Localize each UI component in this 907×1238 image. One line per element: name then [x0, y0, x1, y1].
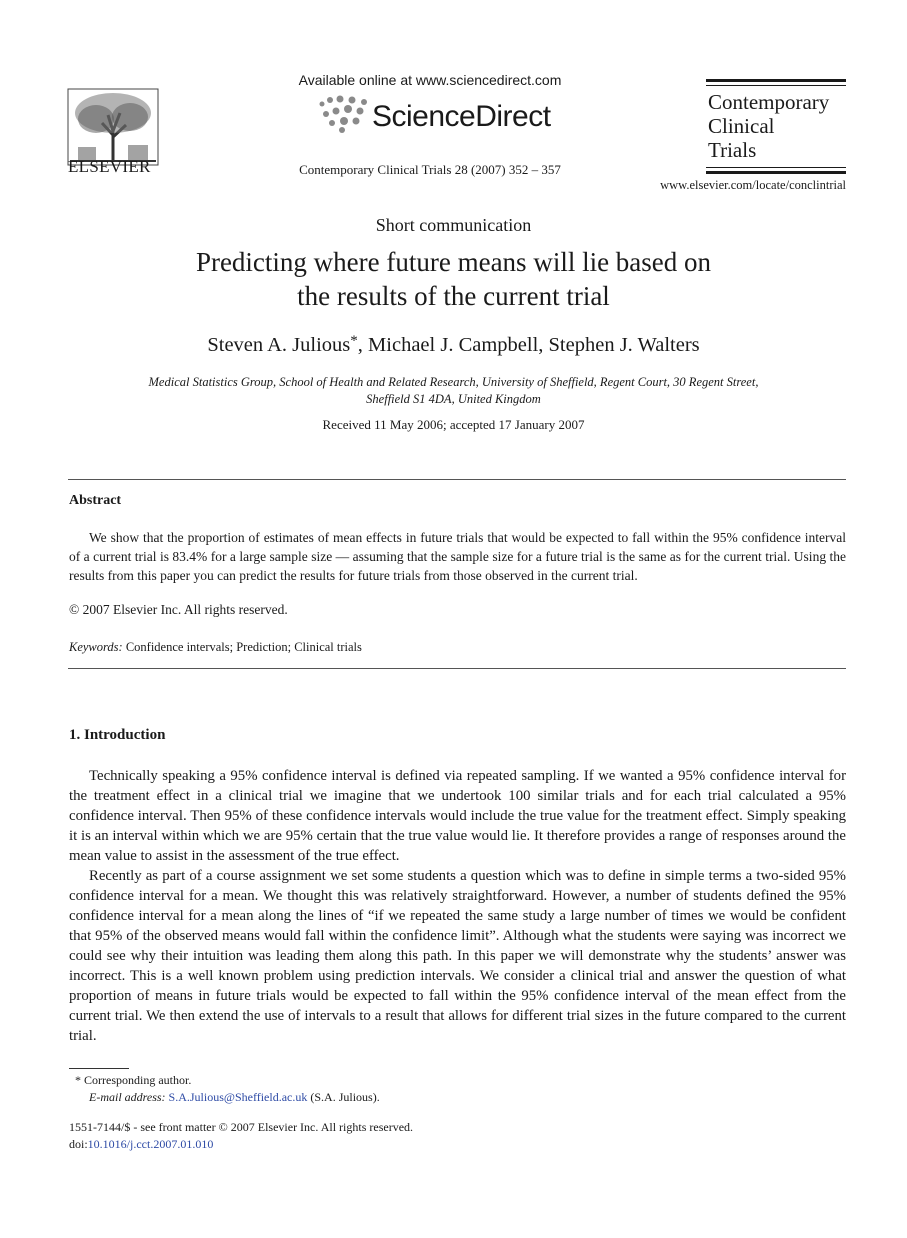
- section-heading: 1. Introduction: [69, 727, 166, 743]
- journal-title-line: Contemporary: [708, 90, 830, 114]
- journal-title-line: Trials: [708, 138, 757, 162]
- article-type: Short communication: [375, 215, 532, 235]
- publisher-name: ELSEVIER: [68, 157, 151, 176]
- section-divider: [68, 479, 846, 480]
- journal-citation: Contemporary Clinical Trials 28 (2007) 352 – 357: [299, 162, 561, 177]
- journal-rule: [706, 79, 846, 82]
- corresponding-author-mark[interactable]: *: [350, 333, 358, 349]
- body-paragraph: Technically speaking a 95% confidence interval is defined via repeated sampling. If we wanted a 95% confidence interval for the treatment effect in a clinical trial we imagine that we undertook 100 similar trials and for each trial calculated a 95% confidence interval. Then 95% of these confidence intervals would include the true value for the treatment effect. Simply speaking it is an interval within which we are 95% certain that the true value would lie. It therefore provides a range of responses around the mean value to assist in the assessment of the true effect.: [69, 768, 846, 864]
- received-dates: Received 11 May 2006; accepted 17 January 2007: [322, 417, 585, 432]
- email-label: E-mail address:: [89, 1090, 166, 1104]
- keywords-list: Confidence intervals; Prediction; Clinical trials: [125, 640, 362, 654]
- affiliation-line: Sheffield S1 4DA, United Kingdom: [366, 392, 541, 406]
- section-divider: [68, 668, 846, 669]
- corresponding-author-note: * Corresponding author.: [75, 1073, 192, 1087]
- author-names: , Michael J. Campbell, Stephen J. Walters: [357, 334, 700, 356]
- affiliation-line: Medical Statistics Group, School of Health and Related Research, University of Sheffield, Regent Court, 30 Regent Street,: [148, 375, 759, 389]
- journal-title: [708, 90, 848, 162]
- journal-rule: [706, 171, 846, 174]
- journal-rule: [706, 167, 846, 168]
- abstract-text: We show that the proportion of estimates of mean effects in future trials that would be expected to fall within the 95% confidence interval of a current trial is 83.4% for a large sample size — assuming that the sample size for a future trial is the same as for the current trial. Using the results from this paper you can predict the results for future trials from those observed in the current trial.: [69, 530, 846, 583]
- email-link[interactable]: S.A.Julious@Sheffield.ac.uk: [168, 1090, 308, 1104]
- keywords-label: Keywords:: [69, 640, 123, 654]
- footnote-rule: [69, 1068, 129, 1069]
- journal-title-line: Clinical: [708, 114, 775, 138]
- article-title-line: the results of the current trial: [297, 281, 610, 311]
- available-online-text[interactable]: Available online at www.sciencedirect.com: [298, 72, 562, 88]
- email-suffix: (S.A. Julious).: [307, 1090, 380, 1104]
- email-note: [89, 1090, 380, 1105]
- doi-label: doi:: [69, 1137, 88, 1151]
- journal-url-link[interactable]: www.elsevier.com/locate/conclintrial: [660, 178, 846, 192]
- author-affiliation: [100, 374, 807, 408]
- doi-line: [69, 1137, 213, 1152]
- sciencedirect-dots-icon: [314, 94, 374, 134]
- keywords: [69, 640, 362, 655]
- issn-line: 1551-7144/$ - see front matter © 2007 Elsevier Inc. All rights reserved.: [69, 1120, 414, 1134]
- abstract-copyright: © 2007 Elsevier Inc. All rights reserved.: [69, 602, 288, 617]
- author-list: [0, 333, 907, 357]
- sciencedirect-wordmark: ScienceDirect: [372, 100, 551, 133]
- abstract-heading: Abstract: [69, 493, 122, 508]
- author-name: Steven A. Julious: [207, 334, 351, 356]
- article-title: [0, 245, 907, 313]
- journal-rule: [706, 85, 846, 86]
- doi-link[interactable]: 10.1016/j.cct.2007.01.010: [87, 1137, 214, 1151]
- article-title-line: Predicting where future means will lie based on: [195, 247, 712, 277]
- body-paragraph: Recently as part of a course assignment we set some students a question which was to define in simple terms a two-sided 95% confidence interval for a mean. We thought this was relatively straightforward. However, a number of students defined the 95% confidence interval for a mean along the lines of “if we repeated the same study a large number of times we would be confident that 95% of the observed means would fall within the confidence limit”. Although what the students were saying was incorrect we could see why their intuition was leading them along this path. In this paper we will demonstrate why the students’ answer was incorrect. This is a well known problem using prediction intervals. We consider a clinical trial and answer the question of what proportion of means in future trials would be expected to fall within the 95% confidence interval of the mean effect from the current trial. We then extend the use of intervals to a result that allows for different trial sizes in the future compared to the current trial.: [69, 868, 846, 1044]
